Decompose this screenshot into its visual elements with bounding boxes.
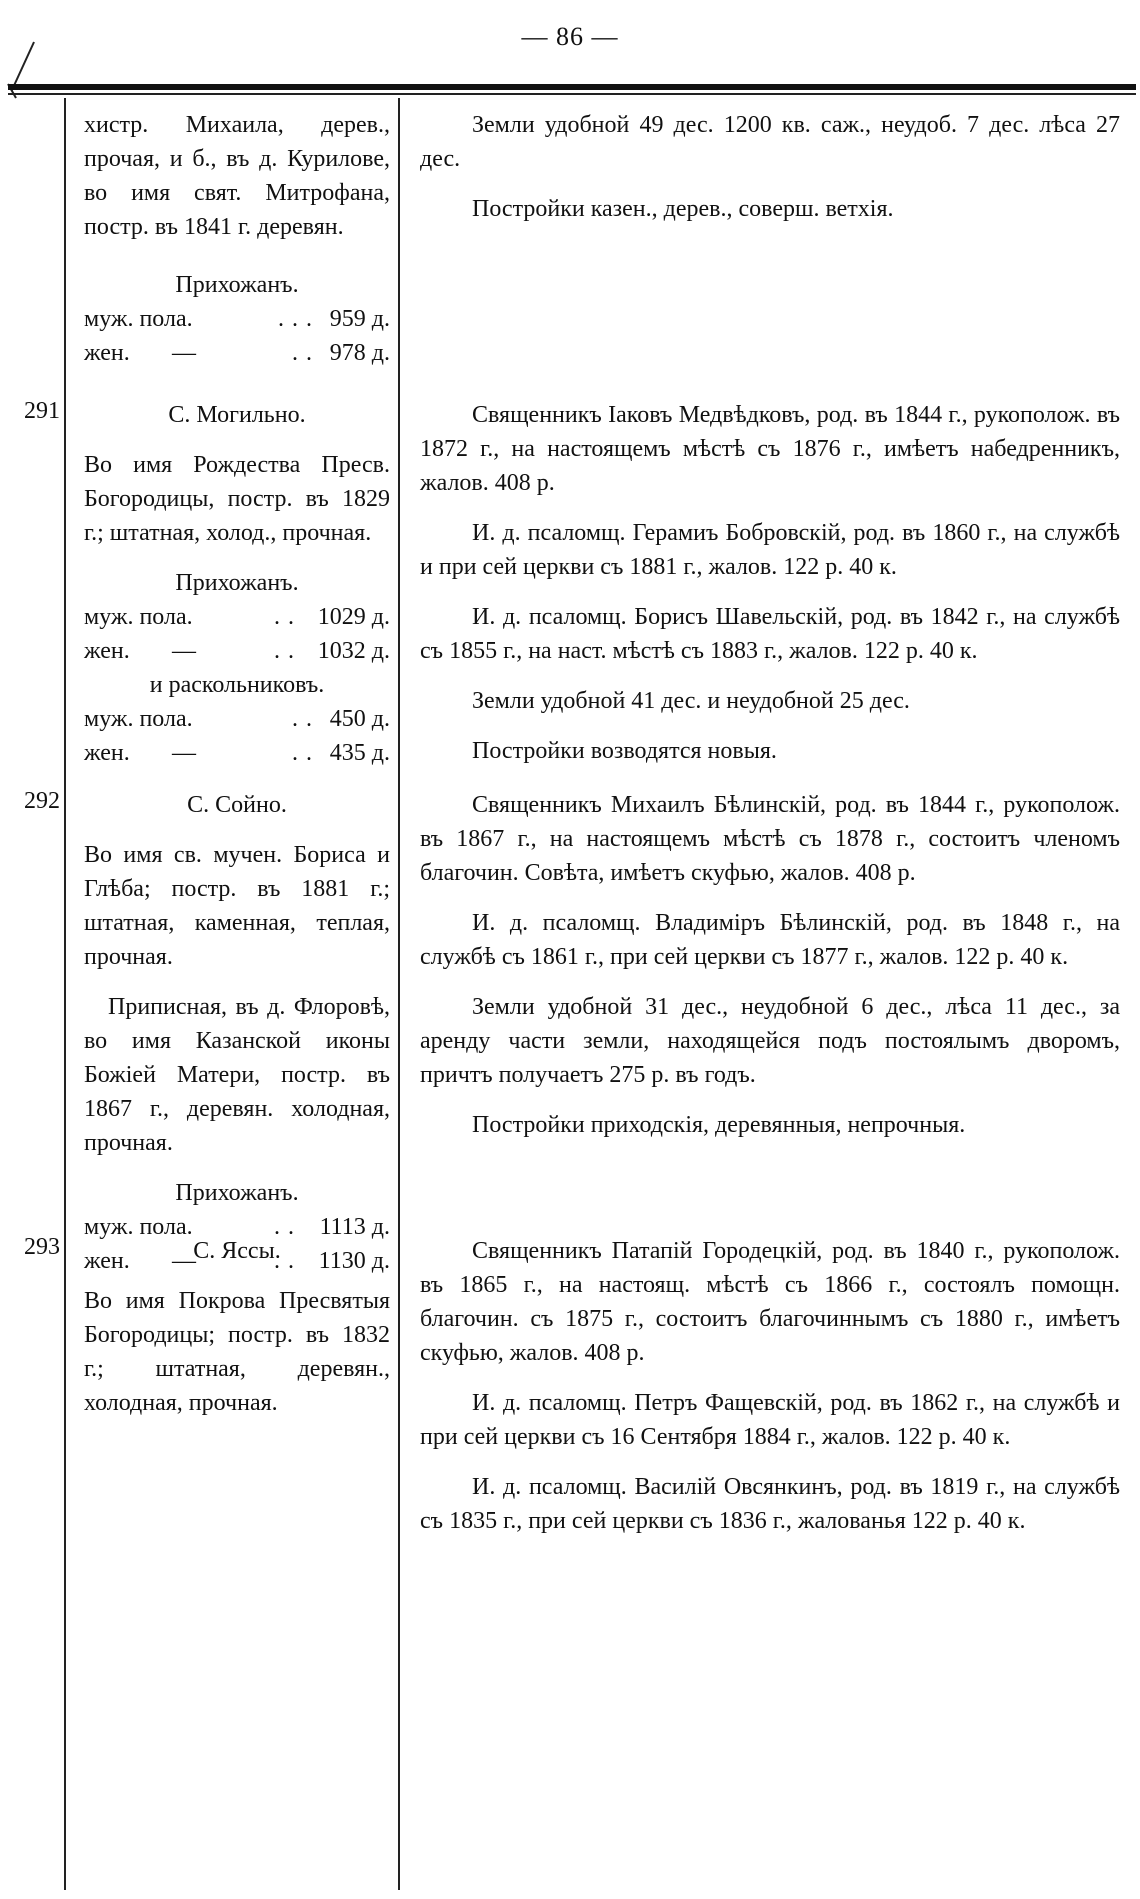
buildings-info: Постройки казен., дерев., соверш. ветхія. [472,196,894,222]
buildings-info: Постройки возводятся новыя. [472,738,777,764]
top-rule [8,84,1136,90]
female-dash: — [172,340,196,366]
female-dash: — [172,1248,196,1274]
column-divider-middle [398,98,400,1890]
pencil-mark-icon [4,40,40,100]
psalmist-info: И. д. псаломщ. Василій Овсянкинъ, род. въ 1819 г., на службѣ съ 1835 г., при сей церкви съ 1836 г., жалованья 122 р. 40 к. [420,1474,1120,1534]
female-count: 435 д. [329,740,390,766]
female-count: 1032 д. [317,638,390,664]
male-label: муж. пола. [84,1214,193,1240]
male-count: 1029 д. [317,604,390,630]
entry-continuation-left [84,108,390,370]
land-info: Земли удобной 31 дес., неудобной 6 дес., лѣса 11 дес., за аренду части земли, находящейся подъ постоялымъ дворомъ, причтъ получаетъ 275 р. въ годъ. [420,994,1120,1088]
land-info: Земли удобной 49 дес. 1200 кв. саж., неудоб. 7 дес. лѣса 27 дес. [420,112,1120,172]
female-count: 978 д. [329,340,390,366]
female-label: жен. [84,740,130,766]
entry-292-right [420,788,1120,1142]
church-description: Во имя Рождества Пресв. Богородицы, постр. въ 1829 г.; штатная, холод., прочная. [84,452,390,546]
entry-number-293: 293 [24,1234,60,1260]
church-description: Во имя Покрова Пресвятыя Богородицы; постр. въ 1832 г.; штатная, деревян., холодная, прочная. [84,1288,390,1416]
top-rule-thin [8,93,1136,95]
village-name: С. Яссы. [193,1238,281,1264]
male-label: муж. пола. [84,706,193,732]
entry-293-right [420,1234,1120,1538]
priest-info: Священникъ Михаилъ Бѣлинскій, род. въ 1844 г., рукополож. въ 1867 г., на настоящемъ мѣстѣ съ 1878 г., состоитъ членомъ благочин. Совѣта, имѣетъ скуфью, жалов. 408 р. [420,792,1120,886]
male-count: 959 д. [329,306,390,332]
village-name: С. Сойно. [187,792,287,818]
male-count: 450 д. [329,706,390,732]
church-description: хистр. Михаила, дерев., прочая, и б., въ д. Курилове, во имя свят. Митрофана, постр. въ 1841 г. деревян. [84,112,390,240]
male-label: муж. пола. [84,306,193,332]
priest-info: Священникъ Іаковъ Медвѣдковъ, род. въ 1844 г., рукополож. въ 1872 г., на настоящемъ мѣстѣ съ 1876 г., имѣетъ набедренникъ, жалов. 408 р. [420,402,1120,496]
female-dash: — [172,638,196,664]
male-count: 1113 д. [319,1214,390,1240]
parishioners-heading: Прихожанъ. [175,272,299,298]
male-label: муж. пола. [84,604,193,630]
schismatics-heading: и раскольниковъ. [149,672,325,698]
column-divider-left [64,98,66,1890]
land-info: Земли удобной 41 дес. и неудобной 25 дес. [472,688,910,714]
psalmist-info: И. д. псаломщ. Петръ Фащевскій, род. въ 1862 г., на службѣ и при сей церкви съ 16 Сентября 1884 г., жалов. 122 р. 40 к. [420,1390,1120,1450]
parishioners-heading: Прихожанъ. [175,570,299,596]
female-dash: — [172,740,196,766]
entry-293-left [84,1234,390,1420]
psalmist-info: И. д. псаломщ. Борисъ Шавельскій, род. въ 1842 г., на службѣ съ 1855 г., на наст. мѣстѣ съ 1883 г., жалов. 122 р. 40 к. [420,604,1120,664]
entry-number-291: 291 [24,398,60,424]
psalmist-info: И. д. псаломщ. Герамиъ Бобровскій, род. въ 1860 г., на службѣ и при сей церкви съ 1881 г., жалов. 122 р. 40 к. [420,520,1120,580]
entry-number-292: 292 [24,788,60,814]
female-count: 1130 д. [318,1248,390,1274]
parishioner-counts: муж. пола. ... 959 д. жен. — .. 978 д. [84,302,390,370]
female-label: жен. [84,340,130,366]
parishioner-counts: муж. пола. .. 1029 д. жен. — .. 1032 д. [84,600,390,668]
parishioners-heading: Прихожанъ. [175,1180,299,1206]
buildings-info: Постройки приходскія, деревянныя, непрочныя. [472,1112,966,1138]
parishioner-counts: муж. пола. .. 1113 д. жен. — .. 1130 д. [84,1210,390,1278]
schismatic-counts: муж. пола. .. 450 д. жен. — .. 435 д. [84,702,390,770]
village-name: С. Могильно. [168,402,306,428]
church-description: Во имя св. мучен. Бориса и Глѣба; постр. въ 1881 г.; штатная, каменная, теплая, прочная. [84,842,390,970]
female-label: жен. [84,638,130,664]
priest-info: Священникъ Патапій Городецкій, род. въ 1840 г., рукополож. въ 1865 г., на настоящ. мѣстѣ съ 1866 г., состоялъ помощн. благочин. съ 1875 г., состоитъ благочиннымъ съ 1880 г., имѣетъ скуфью, жалов. 408 р. [420,1238,1120,1366]
female-label: жен. [84,1248,130,1274]
entry-continuation-right [420,108,1120,226]
entry-291-left [84,398,390,770]
entry-291-right [420,398,1120,768]
entry-292-left [84,788,390,1278]
psalmist-info: И. д. псаломщ. Владиміръ Бѣлинскій, род. въ 1848 г., на службѣ съ 1861 г., при сей церкви съ 1877 г., жалов. 122 р. 40 к. [420,910,1120,970]
annex-church-description: Приписная, въ д. Флоровѣ, во имя Казанской иконы Божіей Матери, постр. въ 1867 г., деревян. холодная, прочная. [84,994,390,1156]
page-number: — 86 — [521,22,619,51]
